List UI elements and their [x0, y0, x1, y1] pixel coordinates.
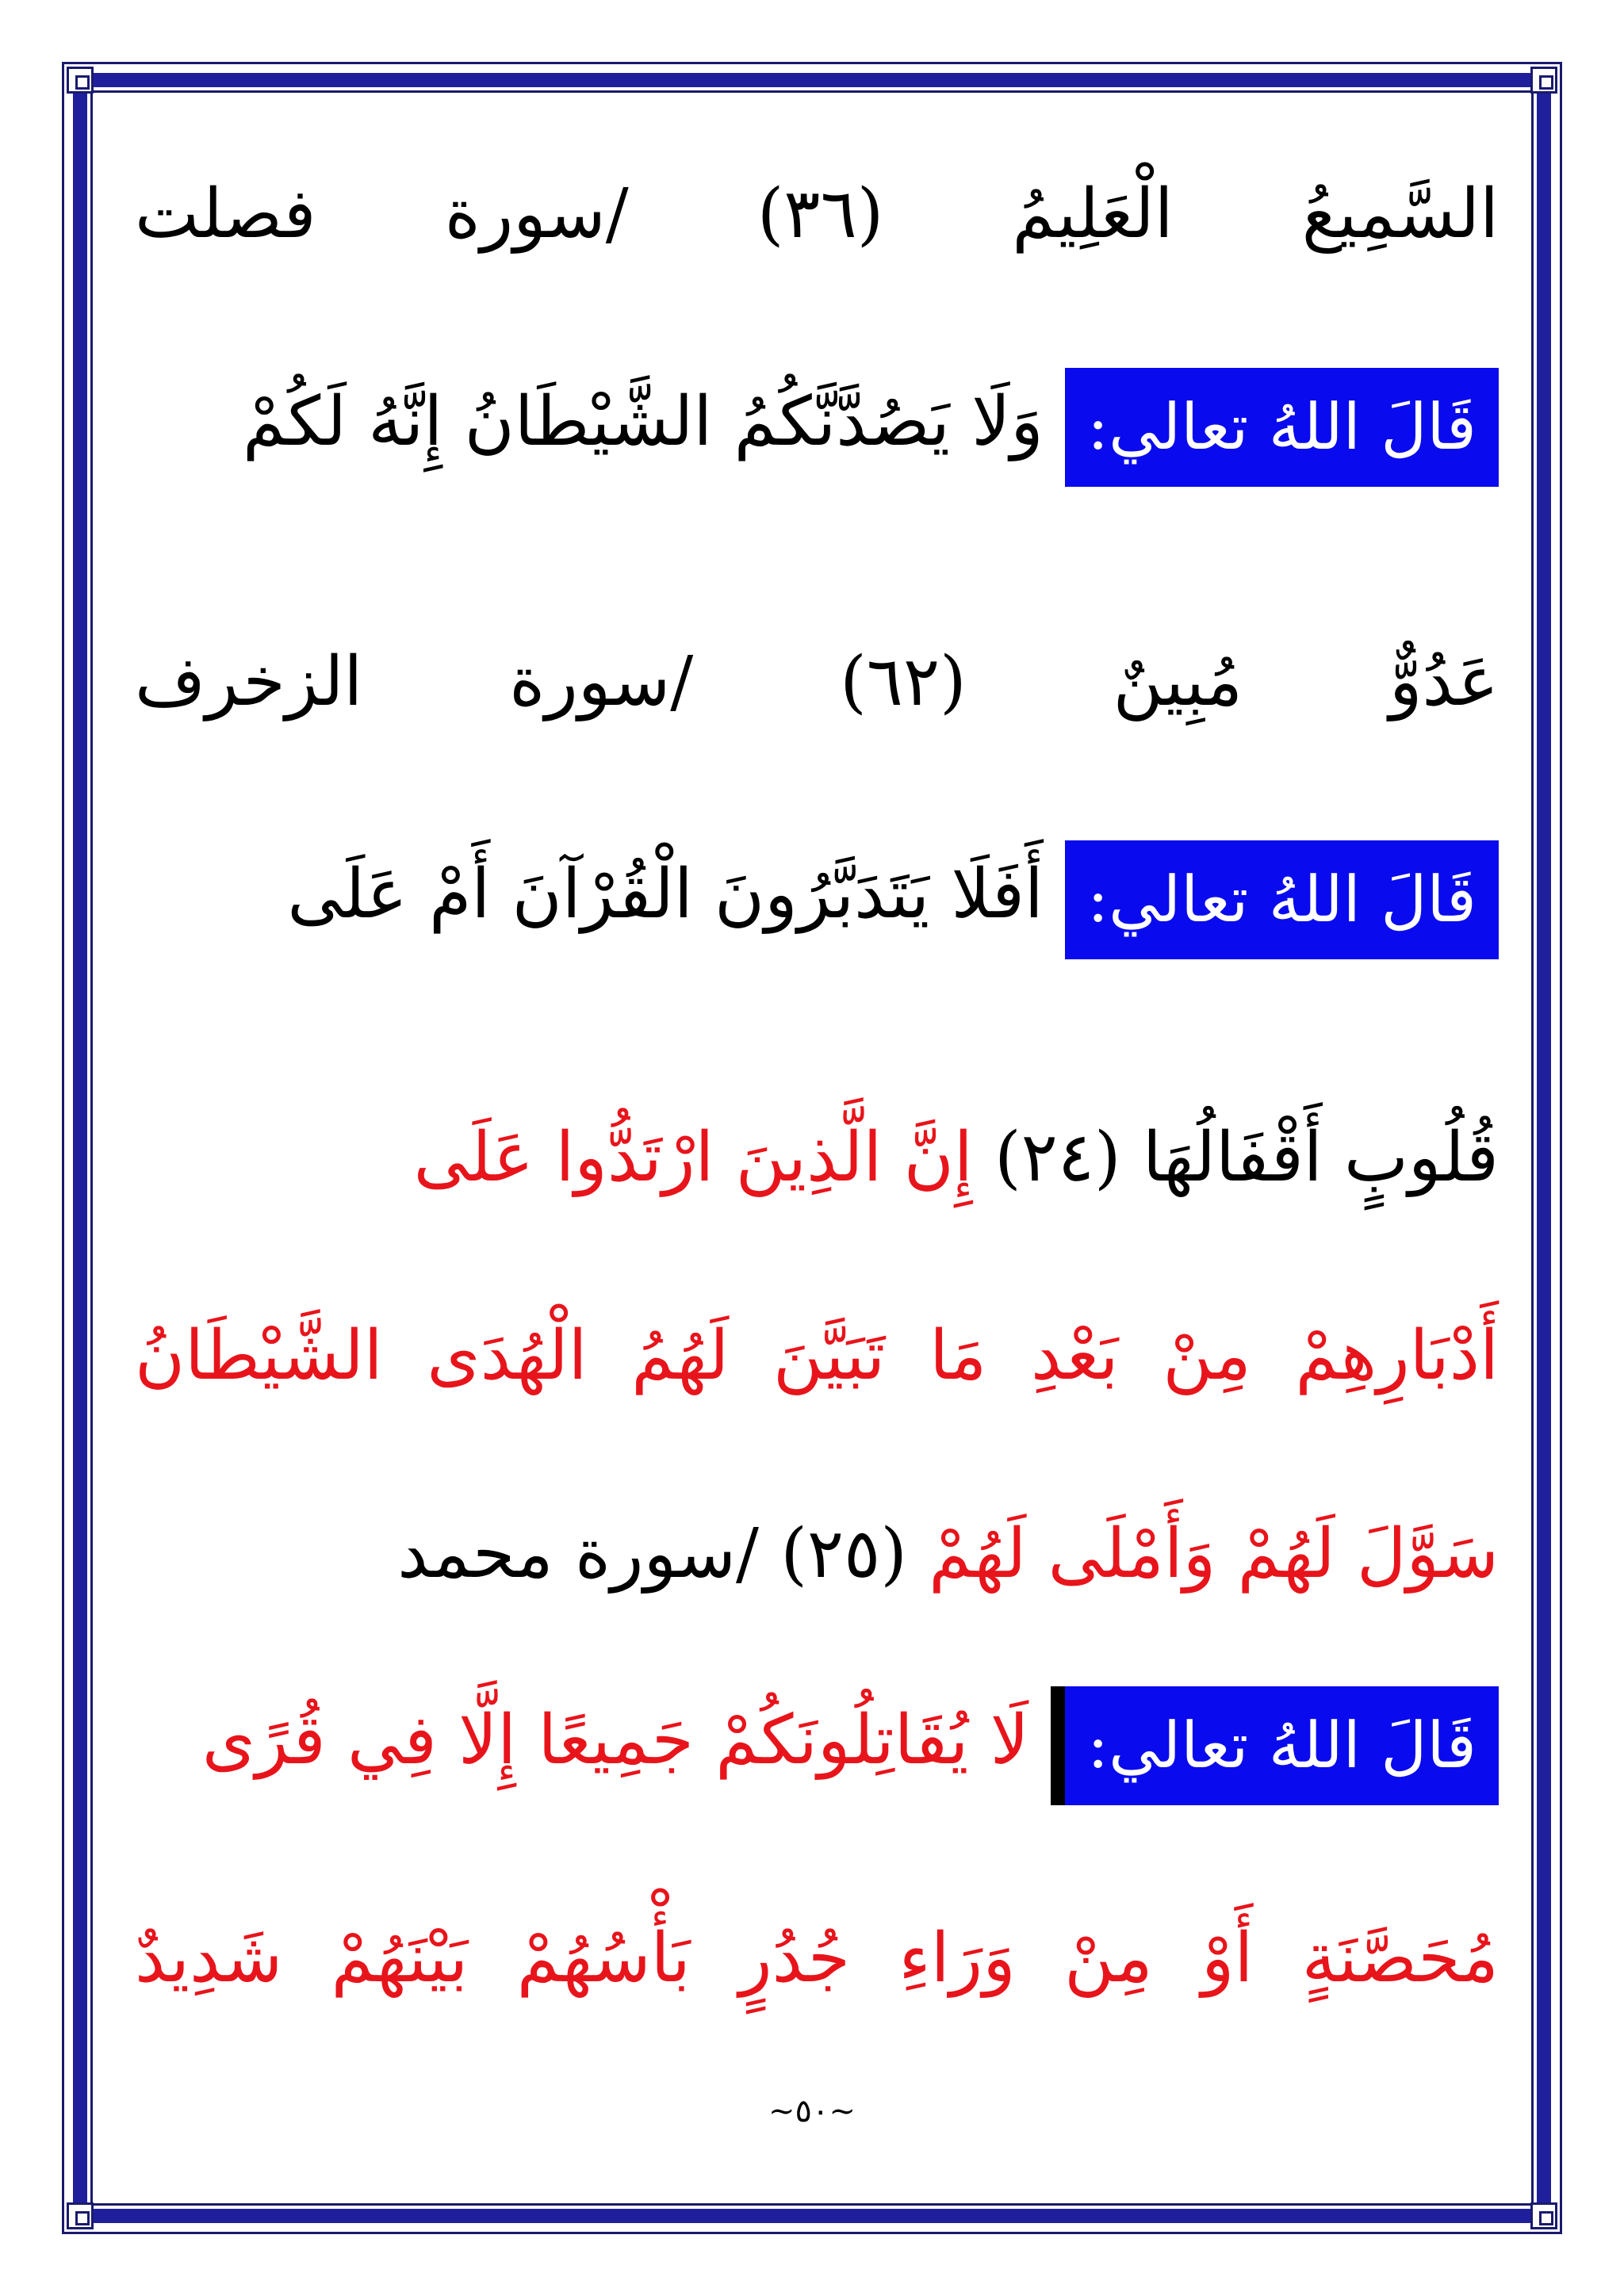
verse-text-red: إِنَّ الَّذِينَ ارْتَدُّوا عَلَى [413, 1118, 973, 1197]
verse-text: لَا يُقَاتِلُونَكُمْ جَمِيعًا إِلَّا فِي قُرًى [201, 1701, 1029, 1780]
corner-ornament-bottom-right [1530, 2202, 1557, 2229]
verse-text: عَدُوٌّ مُبِينٌ (٦٢) /سورة الزخرف [135, 642, 1499, 721]
verse-text: أَدْبَارِهِمْ مِنْ بَعْدِ مَا تَبَيَّنَ لَهُمُ الْهُدَى الشَّيْطَانُ [135, 1316, 1499, 1395]
verse-line-4 [135, 831, 1499, 958]
verse-line-2 [135, 358, 1499, 485]
speaker-label: قَالَ اللهُ تعالي: [1051, 1686, 1499, 1805]
verse-line-9 [135, 1895, 1499, 2022]
verse-line-3 [135, 618, 1499, 745]
verse-text: وَلَا يَصُدَّنَّكُمُ الشَّيْطَانُ إِنَّهُ لَكُمْ [243, 382, 1044, 461]
verse-text-black: قُلُوبٍ أَقْفَالُهَا (٢٤) [994, 1118, 1499, 1197]
verse-text-red: سَوَّلَ لَهُمْ وَأَمْلَى لَهُمْ [929, 1514, 1499, 1594]
corner-ornament-bottom-left [67, 2202, 94, 2229]
verse-line-5 [135, 1094, 1499, 1221]
verse-line-6 [135, 1292, 1499, 1419]
verse-line-8 [135, 1677, 1499, 1804]
speaker-label: قَالَ اللهُ تعالي: [1065, 368, 1499, 487]
verse-text: أَفَلَا يَتَدَبَّرُونَ الْقُرْآنَ أَمْ عَلَى [287, 855, 1044, 934]
corner-ornament-top-left [67, 67, 94, 94]
corner-ornament-top-right [1530, 67, 1557, 94]
verse-line-7 [135, 1490, 1499, 1617]
verse-text-black: (٢٥) /سورة محمد [397, 1514, 907, 1594]
verse-text: مُحَصَّنَةٍ أَوْ مِنْ وَرَاءِ جُدُرٍ بَأْسُهُمْ بَيْنَهُمْ شَدِيدٌ [135, 1919, 1499, 1998]
verse-line-1 [135, 151, 1499, 277]
verse-text: السَّمِيعُ الْعَلِيمُ (٣٦) /سورة فصلت [135, 174, 1499, 254]
speaker-label: قَالَ اللهُ تعالي: [1065, 840, 1499, 959]
page-number: ~٥٠~ [768, 2093, 856, 2130]
